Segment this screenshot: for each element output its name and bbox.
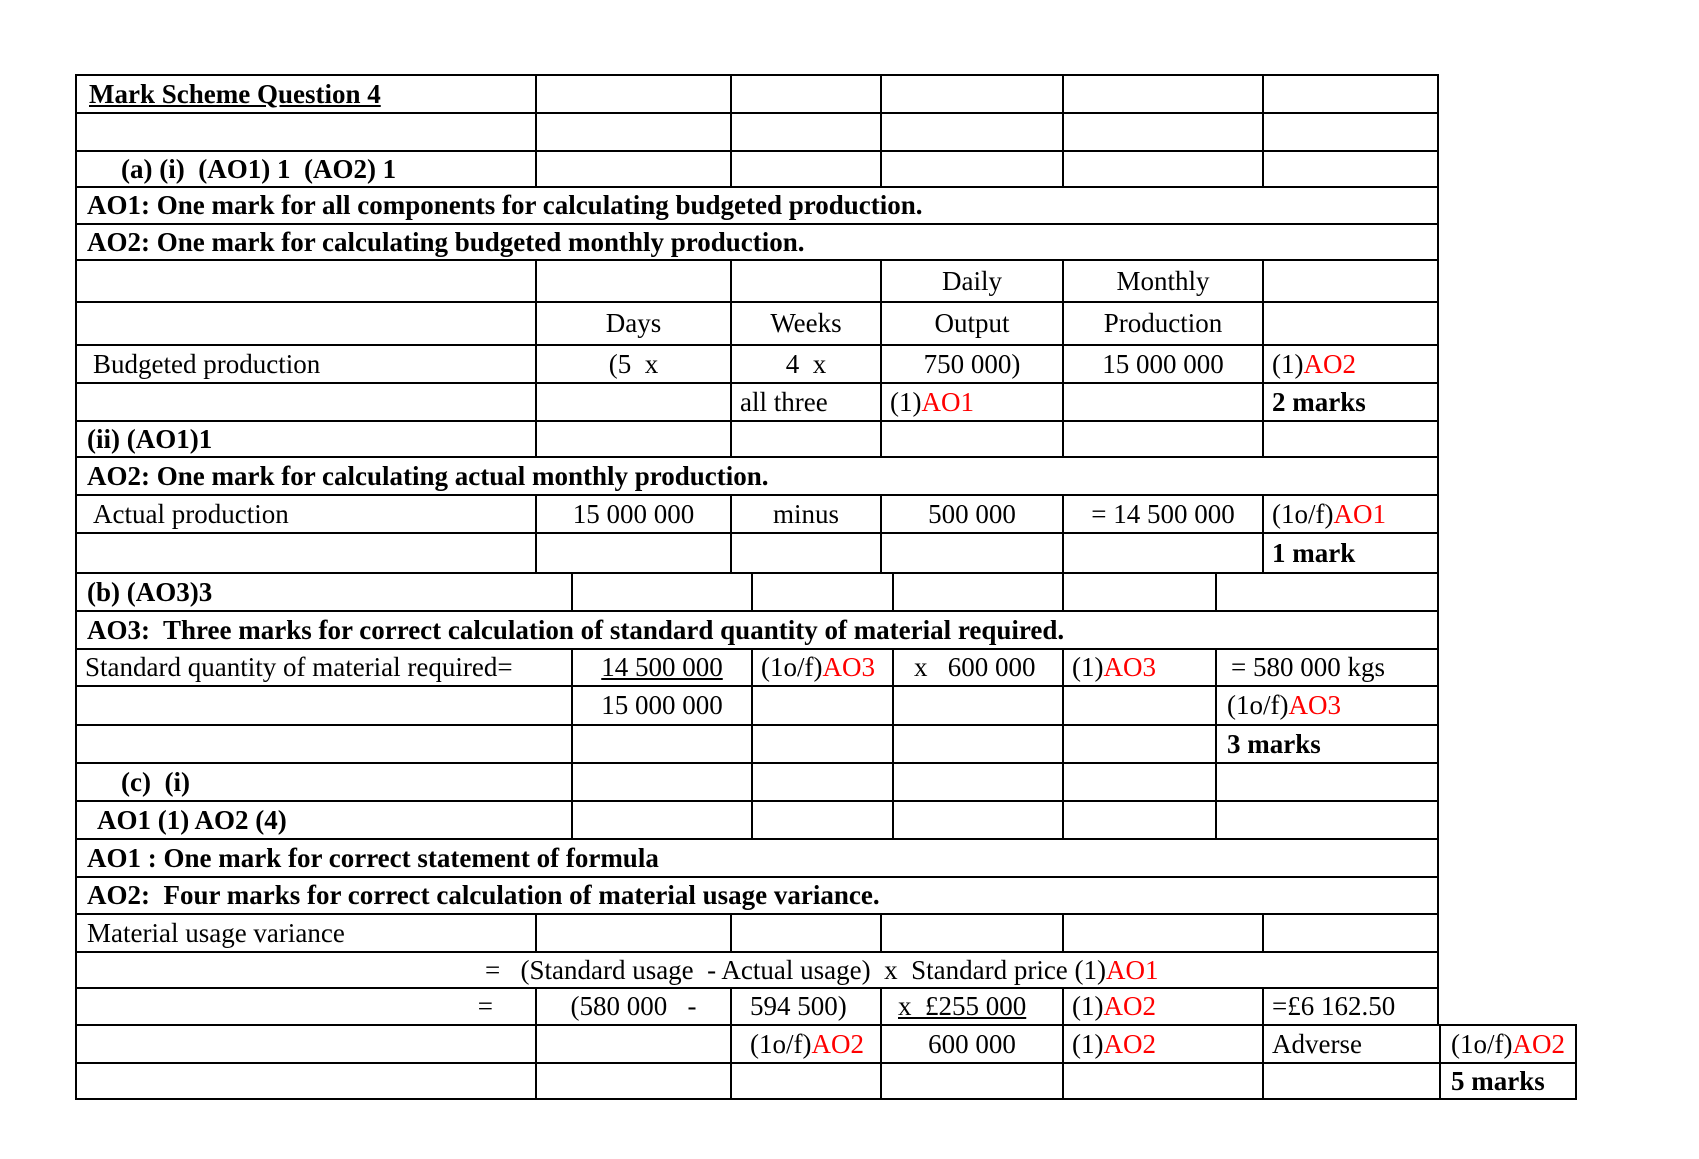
one-mark-row-cell-1 bbox=[75, 532, 535, 572]
result-row-cell-7 bbox=[1439, 1024, 1577, 1062]
part-b-header-row-cell-6 bbox=[1215, 572, 1439, 610]
actual-production-row-cell-4 bbox=[880, 494, 1062, 532]
ao3-description-row bbox=[75, 610, 1577, 648]
part-a-ii-header-row-cell-5 bbox=[1062, 420, 1262, 456]
cell-text: AO1: One mark for all components for calculating budgeted production. bbox=[87, 190, 923, 220]
cell-text: minus bbox=[772, 498, 839, 529]
cell-text: Mark Scheme Question 4 bbox=[89, 78, 381, 109]
cell-text: (1o/f) bbox=[750, 1028, 812, 1059]
part-b-header-row bbox=[75, 572, 1577, 610]
formula-row bbox=[75, 951, 1577, 987]
cell-text: (a) (i) (AO1) 1 (AO2) 1 bbox=[121, 153, 397, 184]
calculation-row-cell-6 bbox=[1262, 987, 1439, 1024]
cell-text: Production bbox=[1103, 308, 1223, 338]
actual-production-row-cell-6 bbox=[1262, 494, 1439, 532]
column-labels-row-cell-5 bbox=[1062, 301, 1262, 344]
ao1-description-row bbox=[75, 186, 1577, 223]
assessment-objective-ref: AO2 bbox=[1512, 1028, 1565, 1059]
five-marks-row-cell-5 bbox=[1062, 1062, 1262, 1100]
cell-text: Adverse bbox=[1272, 1028, 1362, 1059]
part-c-header-row-cell-1 bbox=[75, 762, 571, 800]
cell-text: 15 000 000 bbox=[572, 498, 695, 529]
part-a-header-row-cell-3 bbox=[730, 150, 880, 186]
part-b-header-row-cell-2 bbox=[571, 572, 751, 610]
budgeted-production-row-cell-3 bbox=[730, 344, 880, 382]
marks-awarded-row-cell-3 bbox=[730, 382, 880, 420]
marks-awarded-row-cell-5 bbox=[1062, 382, 1262, 420]
part-b-header-row-cell-3 bbox=[751, 572, 892, 610]
result-row-cell-5 bbox=[1062, 1024, 1262, 1062]
one-mark-row-cell-4 bbox=[880, 532, 1062, 572]
three-marks-row-cell-4 bbox=[892, 724, 1062, 762]
cell-text: AO1 (1) AO2 (4) bbox=[97, 804, 287, 835]
three-marks-row bbox=[75, 724, 1577, 762]
daily-monthly-header-row-cell-3 bbox=[730, 259, 880, 301]
cell-text: 5 marks bbox=[1451, 1065, 1545, 1096]
cell-text: (b) (AO3)3 bbox=[87, 576, 213, 607]
cell-text: Monthly bbox=[1116, 265, 1210, 296]
cell-text: = bbox=[477, 991, 493, 1021]
standard-quantity-row-cell-4 bbox=[892, 648, 1062, 685]
material-usage-variance-row-cell-4 bbox=[880, 913, 1062, 951]
part-a-header-row-cell-5 bbox=[1062, 150, 1262, 186]
spacer-row-cell-3 bbox=[730, 112, 880, 150]
standard-quantity-row-cell-1 bbox=[75, 648, 571, 685]
marks-awarded-row-cell-6 bbox=[1262, 382, 1439, 420]
cell-text: 1 mark bbox=[1272, 537, 1356, 568]
standard-quantity-row bbox=[75, 648, 1577, 685]
cell-text: 14 500 000 bbox=[601, 652, 723, 682]
calculation-row bbox=[75, 987, 1577, 1024]
part-a-header-row-cell-4 bbox=[880, 150, 1062, 186]
standard-quantity-row-cell-5 bbox=[1062, 648, 1215, 685]
cell-text: AO2: One mark for calculating budgeted monthly production. bbox=[87, 226, 805, 257]
three-marks-row-cell-6 bbox=[1215, 724, 1439, 762]
ao-allocation-row-cell-3 bbox=[751, 800, 892, 838]
column-labels-row-cell-4 bbox=[880, 301, 1062, 344]
cell-text: all three bbox=[740, 386, 828, 417]
budgeted-production-row-cell-4 bbox=[880, 344, 1062, 382]
daily-monthly-header-row-cell-2 bbox=[535, 259, 730, 301]
daily-monthly-header-row-cell-5 bbox=[1062, 259, 1262, 301]
cell-text: 594 500) bbox=[750, 991, 847, 1021]
cell-text: (1) bbox=[1072, 991, 1104, 1021]
result-row-cell-4 bbox=[880, 1024, 1062, 1062]
ao-allocation-row-cell-5 bbox=[1062, 800, 1215, 838]
part-a-header-row bbox=[75, 150, 1577, 186]
actual-production-row-cell-1 bbox=[75, 494, 535, 532]
budgeted-production-row-cell-2 bbox=[535, 344, 730, 382]
cell-text: Weeks bbox=[770, 308, 842, 338]
cell-text: AO3: Three marks for correct calculation of standard quantity of material required. bbox=[87, 614, 1065, 645]
cell-text: AO2: Four marks for correct calculation of material usage variance. bbox=[87, 880, 880, 910]
denominator-row-cell-2 bbox=[571, 685, 751, 724]
cell-text: (1o/f) bbox=[1451, 1028, 1513, 1059]
cell-text: (ii) (AO1)1 bbox=[87, 423, 213, 454]
cell-text: Output bbox=[934, 308, 1010, 338]
one-mark-row-cell-2 bbox=[535, 532, 730, 572]
cell-text: 3 marks bbox=[1227, 728, 1321, 759]
cell-text: 500 000 bbox=[928, 498, 1016, 529]
denominator-row-cell-6 bbox=[1215, 685, 1439, 724]
three-marks-row-cell-2 bbox=[571, 724, 751, 762]
cell-text: x £255 000 bbox=[898, 991, 1027, 1021]
daily-monthly-header-row-cell-1 bbox=[75, 259, 535, 301]
part-c-header-row-cell-2 bbox=[571, 762, 751, 800]
part-b-header-row-cell-1 bbox=[75, 572, 571, 610]
marks-awarded-row-cell-4 bbox=[880, 382, 1062, 420]
ao-allocation-row-cell-4 bbox=[892, 800, 1062, 838]
cell-text: (1o/f) bbox=[761, 652, 823, 682]
calculation-row-cell-4 bbox=[880, 987, 1062, 1024]
cell-text: (1) bbox=[1072, 652, 1104, 682]
part-b-header-row-cell-5 bbox=[1062, 572, 1215, 610]
calculation-row-cell-2 bbox=[535, 987, 730, 1024]
part-a-header-row-cell-6 bbox=[1262, 150, 1439, 186]
result-row bbox=[75, 1024, 1577, 1062]
denominator-row bbox=[75, 685, 1577, 724]
cell-text: 4 x bbox=[785, 348, 827, 379]
spacer-row-cell-2 bbox=[535, 112, 730, 150]
cell-text: 15 000 000 bbox=[1102, 348, 1224, 379]
ao-allocation-row-cell-6 bbox=[1215, 800, 1439, 838]
assessment-objective-ref: AO2 bbox=[1103, 991, 1156, 1021]
cell-text: (1o/f) bbox=[1272, 498, 1334, 529]
daily-monthly-header-row-cell-6 bbox=[1262, 259, 1439, 301]
result-row-cell-6 bbox=[1262, 1024, 1439, 1062]
cell-text: =£6 162.50 bbox=[1272, 991, 1396, 1021]
column-labels-row-cell-1 bbox=[75, 301, 535, 344]
cell-text: (1) bbox=[890, 386, 922, 417]
material-usage-variance-row bbox=[75, 913, 1577, 951]
title-row bbox=[75, 74, 1577, 112]
title-row-cell-6 bbox=[1262, 74, 1439, 112]
standard-quantity-row-cell-6 bbox=[1215, 648, 1439, 685]
cell-text: Budgeted production bbox=[93, 348, 321, 379]
daily-monthly-header-row-cell-4 bbox=[880, 259, 1062, 301]
assessment-objective-ref: AO2 bbox=[1303, 348, 1356, 379]
calculation-row-cell-5 bbox=[1062, 987, 1262, 1024]
three-marks-row-cell-5 bbox=[1062, 724, 1215, 762]
cell-text: AO2: One mark for calculating actual monthly production. bbox=[87, 460, 769, 491]
column-labels-row-cell-3 bbox=[730, 301, 880, 344]
budgeted-production-row bbox=[75, 344, 1577, 382]
part-a-ii-header-row-cell-2 bbox=[535, 420, 730, 456]
part-a-ii-header-row-cell-6 bbox=[1262, 420, 1439, 456]
actual-production-row-cell-2 bbox=[535, 494, 730, 532]
cell-text: 750 000) bbox=[923, 348, 1021, 379]
material-usage-variance-row-cell-5 bbox=[1062, 913, 1262, 951]
spacer-row bbox=[75, 112, 1577, 150]
title-row-cell-2 bbox=[535, 74, 730, 112]
calculation-row-cell-1 bbox=[75, 987, 535, 1024]
mark-scheme-table bbox=[75, 74, 1577, 1100]
five-marks-row-cell-2 bbox=[535, 1062, 730, 1100]
three-marks-row-cell-3 bbox=[751, 724, 892, 762]
five-marks-row bbox=[75, 1062, 1577, 1100]
three-marks-row-cell-1 bbox=[75, 724, 571, 762]
part-c-header-row bbox=[75, 762, 1577, 800]
cell-text: = (Standard usage - Actual usage) x Standard price (1) bbox=[485, 954, 1107, 985]
assessment-objective-ref: AO3 bbox=[1103, 652, 1156, 682]
cell-text: 600 000 bbox=[928, 1028, 1016, 1059]
marks-awarded-row-cell-2 bbox=[535, 382, 730, 420]
part-a-ii-header-row-cell-1 bbox=[75, 420, 535, 456]
assessment-objective-ref: AO1 bbox=[921, 386, 974, 417]
title-row-cell-4 bbox=[880, 74, 1062, 112]
actual-production-row-cell-5 bbox=[1062, 494, 1262, 532]
one-mark-row-cell-3 bbox=[730, 532, 880, 572]
assessment-objective-ref: AO3 bbox=[1288, 690, 1341, 720]
result-row-cell-3 bbox=[730, 1024, 880, 1062]
denominator-row-cell-4 bbox=[892, 685, 1062, 724]
material-usage-variance-row-cell-3 bbox=[730, 913, 880, 951]
ao2-calculation-description-row-cell-1 bbox=[75, 876, 1439, 913]
calculation-row-cell-3 bbox=[730, 987, 880, 1024]
title-row-cell-5 bbox=[1062, 74, 1262, 112]
cell-text: 2 marks bbox=[1272, 386, 1366, 417]
cell-text: Material usage variance bbox=[87, 917, 345, 948]
ao-allocation-row bbox=[75, 800, 1577, 838]
cell-text: Actual production bbox=[93, 498, 289, 529]
part-a-ii-header-row-cell-4 bbox=[880, 420, 1062, 456]
one-mark-row bbox=[75, 532, 1577, 572]
spacer-row-cell-5 bbox=[1062, 112, 1262, 150]
five-marks-row-cell-4 bbox=[880, 1062, 1062, 1100]
denominator-row-cell-1 bbox=[75, 685, 571, 724]
part-c-header-row-cell-5 bbox=[1062, 762, 1215, 800]
part-c-header-row-cell-4 bbox=[892, 762, 1062, 800]
budgeted-production-row-cell-1 bbox=[75, 344, 535, 382]
part-c-header-row-cell-3 bbox=[751, 762, 892, 800]
assessment-objective-ref: AO3 bbox=[822, 652, 875, 682]
assessment-objective-ref: AO1 bbox=[1106, 954, 1159, 985]
part-a-ii-header-row bbox=[75, 420, 1577, 456]
part-a-header-row-cell-2 bbox=[535, 150, 730, 186]
marks-awarded-row bbox=[75, 382, 1577, 420]
one-mark-row-cell-5 bbox=[1062, 532, 1262, 572]
cell-text: (c) (i) bbox=[121, 766, 190, 797]
ao1-formula-description-row-cell-1 bbox=[75, 838, 1439, 876]
cell-text: (1) bbox=[1272, 348, 1304, 379]
result-row-cell-2 bbox=[535, 1024, 730, 1062]
cell-text: Standard quantity of material required= bbox=[85, 652, 513, 682]
actual-production-row bbox=[75, 494, 1577, 532]
five-marks-row-cell-7 bbox=[1439, 1062, 1577, 1100]
cell-text: (580 000 - bbox=[570, 991, 697, 1021]
title-row-cell-1 bbox=[75, 74, 535, 112]
five-marks-row-cell-3 bbox=[730, 1062, 880, 1100]
column-labels-row-cell-6 bbox=[1262, 301, 1439, 344]
standard-quantity-row-cell-2 bbox=[571, 648, 751, 685]
marks-awarded-row-cell-1 bbox=[75, 382, 535, 420]
cell-text: = 14 500 000 bbox=[1091, 498, 1235, 529]
assessment-objective-ref: AO1 bbox=[1333, 498, 1386, 529]
cell-text: AO1 : One mark for correct statement of formula bbox=[87, 842, 659, 873]
cell-text: (1o/f) bbox=[1227, 690, 1289, 720]
formula-row-cell-1 bbox=[75, 951, 1439, 987]
part-a-ii-header-row-cell-3 bbox=[730, 420, 880, 456]
part-a-header-row-cell-1 bbox=[75, 150, 535, 186]
cell-text: 15 000 000 bbox=[601, 690, 723, 720]
material-usage-variance-row-cell-2 bbox=[535, 913, 730, 951]
ao1-description-row-cell-1 bbox=[75, 186, 1439, 223]
daily-monthly-header-row bbox=[75, 259, 1577, 301]
one-mark-row-cell-6 bbox=[1262, 532, 1439, 572]
five-marks-row-cell-1 bbox=[75, 1062, 535, 1100]
denominator-row-cell-5 bbox=[1062, 685, 1215, 724]
ao2-calculation-description-row bbox=[75, 876, 1577, 913]
result-row-cell-1 bbox=[75, 1024, 535, 1062]
standard-quantity-row-cell-3 bbox=[751, 648, 892, 685]
denominator-row-cell-3 bbox=[751, 685, 892, 724]
ao2-description-row bbox=[75, 223, 1577, 259]
actual-production-row-cell-3 bbox=[730, 494, 880, 532]
five-marks-row-cell-6 bbox=[1262, 1062, 1439, 1100]
budgeted-production-row-cell-5 bbox=[1062, 344, 1262, 382]
cell-text: Daily bbox=[942, 265, 1002, 296]
ao2-actual-description-row bbox=[75, 456, 1577, 494]
ao1-formula-description-row bbox=[75, 838, 1577, 876]
column-labels-row-cell-2 bbox=[535, 301, 730, 344]
spacer-row-cell-6 bbox=[1262, 112, 1439, 150]
spacer-row-cell-4 bbox=[880, 112, 1062, 150]
ao2-actual-description-row-cell-1 bbox=[75, 456, 1439, 494]
assessment-objective-ref: AO2 bbox=[811, 1028, 864, 1059]
assessment-objective-ref: AO2 bbox=[1103, 1028, 1156, 1059]
cell-text: (5 x bbox=[608, 348, 659, 379]
budgeted-production-row-cell-6 bbox=[1262, 344, 1439, 382]
ao3-description-row-cell-1 bbox=[75, 610, 1439, 648]
ao2-description-row-cell-1 bbox=[75, 223, 1439, 259]
ao-allocation-row-cell-2 bbox=[571, 800, 751, 838]
title-row-cell-3 bbox=[730, 74, 880, 112]
cell-text: x 600 000 bbox=[914, 652, 1036, 682]
cell-text: Days bbox=[605, 308, 662, 338]
cell-text: (1) bbox=[1072, 1028, 1104, 1059]
column-labels-row bbox=[75, 301, 1577, 344]
part-b-header-row-cell-4 bbox=[892, 572, 1062, 610]
material-usage-variance-row-cell-1 bbox=[75, 913, 535, 951]
ao-allocation-row-cell-1 bbox=[75, 800, 571, 838]
material-usage-variance-row-cell-6 bbox=[1262, 913, 1439, 951]
spacer-row-cell-1 bbox=[75, 112, 535, 150]
cell-text: = 580 000 kgs bbox=[1231, 652, 1385, 682]
part-c-header-row-cell-6 bbox=[1215, 762, 1439, 800]
